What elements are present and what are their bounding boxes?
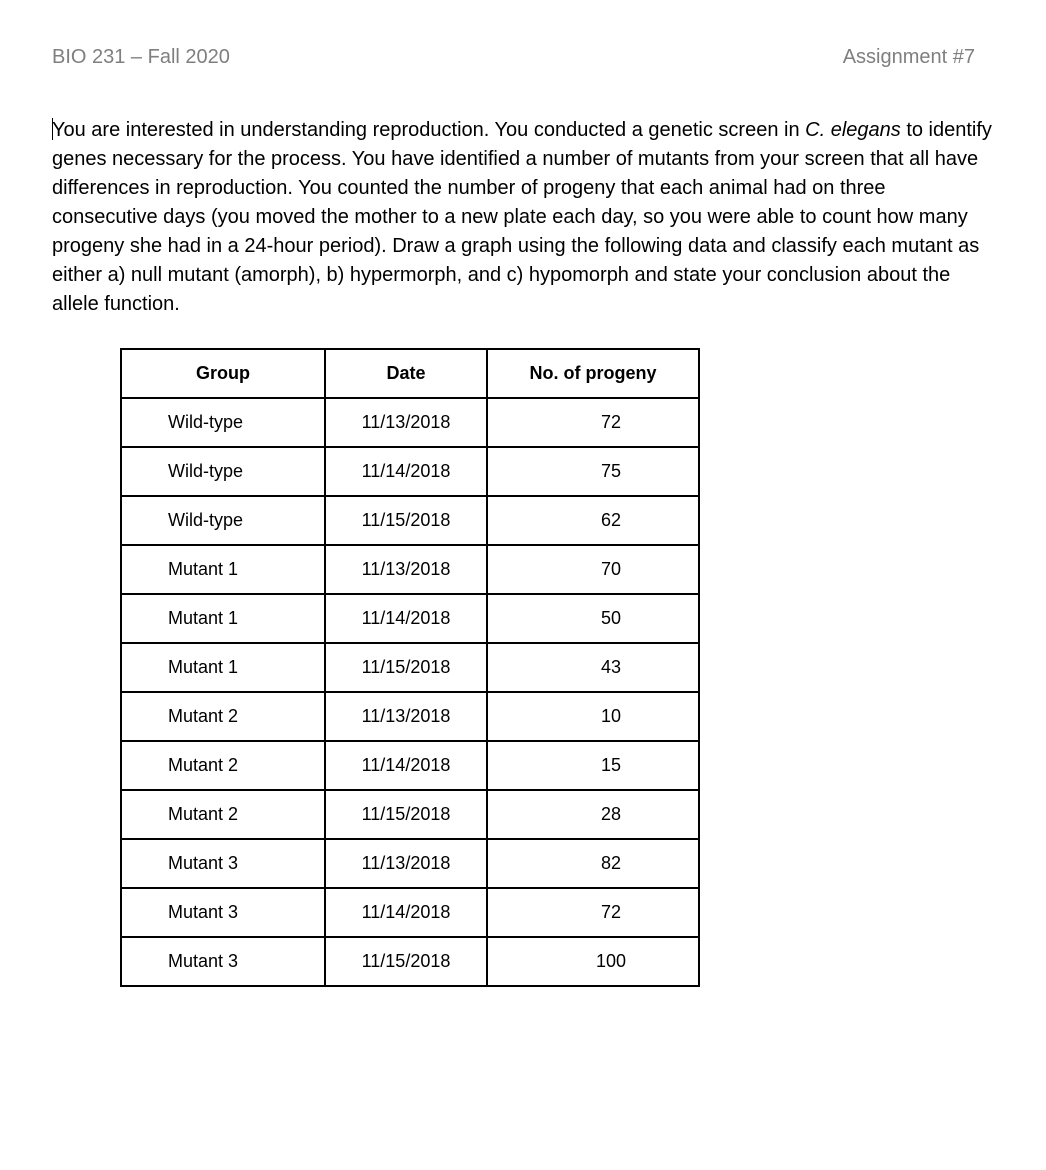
progeny-cell: 15 [487, 741, 699, 790]
course-label: BIO 231 – Fall 2020 [52, 46, 230, 68]
table-row [121, 741, 699, 790]
progeny-cell: 72 [487, 398, 699, 447]
group-cell: Mutant 1 [121, 594, 325, 643]
column-header-group: Group [121, 349, 325, 398]
progeny-cell: 82 [487, 839, 699, 888]
column-header-progeny: No. of progeny [487, 349, 699, 398]
table-row [121, 643, 699, 692]
date-cell: 11/13/2018 [325, 545, 487, 594]
group-cell: Mutant 2 [121, 692, 325, 741]
assignment-label: Assignment #7 [842, 46, 975, 68]
table-row [121, 839, 699, 888]
group-cell: Mutant 2 [121, 790, 325, 839]
group-cell: Mutant 2 [121, 741, 325, 790]
date-cell: 11/15/2018 [325, 643, 487, 692]
table-row [121, 594, 699, 643]
date-cell: 11/13/2018 [325, 398, 487, 447]
progeny-cell: 43 [487, 643, 699, 692]
group-cell: Mutant 3 [121, 937, 325, 986]
progeny-cell: 62 [487, 496, 699, 545]
table-row [121, 496, 699, 545]
column-header-date: Date [325, 349, 487, 398]
progeny-cell: 28 [487, 790, 699, 839]
progeny-cell: 50 [487, 594, 699, 643]
date-cell: 11/14/2018 [325, 594, 487, 643]
table-row [121, 398, 699, 447]
date-cell: 11/13/2018 [325, 839, 487, 888]
table-row [121, 888, 699, 937]
group-cell: Wild-type [121, 447, 325, 496]
table-row [121, 937, 699, 986]
date-cell: 11/14/2018 [325, 447, 487, 496]
group-cell: Mutant 1 [121, 643, 325, 692]
organism-name: C. elegans [805, 119, 901, 141]
group-cell: Mutant 3 [121, 839, 325, 888]
date-cell: 11/14/2018 [325, 741, 487, 790]
progeny-cell: 100 [487, 937, 699, 986]
question-part-1: You are interested in understanding reproduction. You conducted a genetic screen in [52, 119, 806, 141]
progeny-cell: 70 [487, 545, 699, 594]
progeny-cell: 10 [487, 692, 699, 741]
date-cell: 11/15/2018 [325, 790, 487, 839]
page-header [52, 46, 975, 76]
table-header-row [121, 349, 699, 398]
date-cell: 11/15/2018 [325, 496, 487, 545]
progeny-table [120, 348, 700, 987]
date-cell: 11/15/2018 [325, 937, 487, 986]
table-body [121, 398, 699, 986]
group-cell: Mutant 3 [121, 888, 325, 937]
progeny-cell: 72 [487, 888, 699, 937]
table-row [121, 545, 699, 594]
table-row [121, 790, 699, 839]
question-text [52, 116, 992, 319]
group-cell: Mutant 1 [121, 545, 325, 594]
group-cell: Wild-type [121, 398, 325, 447]
date-cell: 11/13/2018 [325, 692, 487, 741]
group-cell: Wild-type [121, 496, 325, 545]
table-row [121, 447, 699, 496]
question-part-2: to identify genes necessary for the process. You have identified a number of mutants from your screen that all have differences in reproduction. You counted the number of progeny that each animal had on three consecutive days (you moved the mother to a new plate each day, so you were able to count how many progeny she had in a 24-hour period). Draw a graph using the following data and classify each mutant as either a) null mutant (amorph), b) hypermorph, and c) hypomorph and state your conclusion about the allele function. [52, 119, 992, 315]
table-row [121, 692, 699, 741]
progeny-cell: 75 [487, 447, 699, 496]
date-cell: 11/14/2018 [325, 888, 487, 937]
